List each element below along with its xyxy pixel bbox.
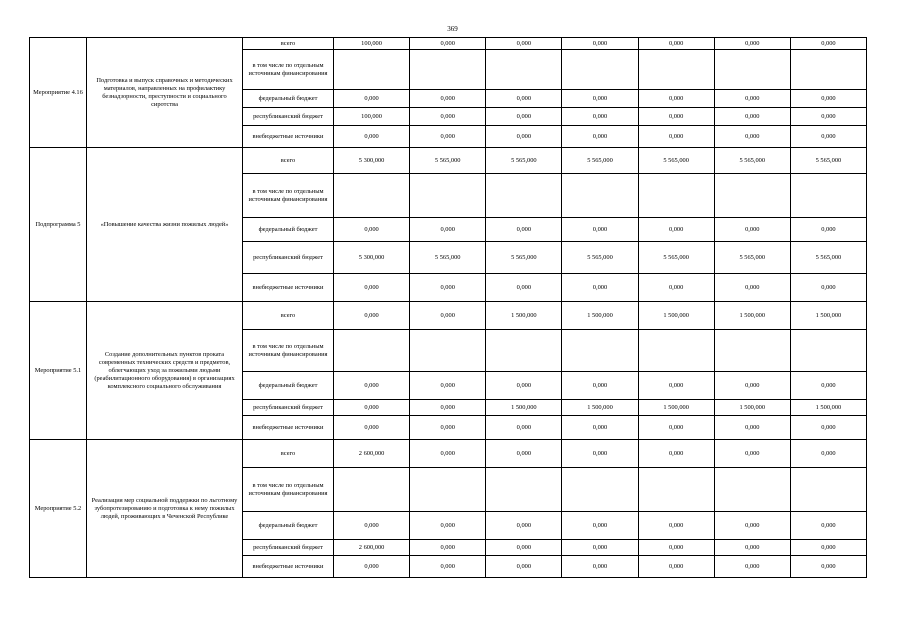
amount-cell: 5 565,000	[562, 148, 638, 174]
item-code: Мероприятие 5.2	[30, 440, 87, 578]
amount-cell: 0,000	[714, 274, 790, 302]
amount-cell: 0,000	[638, 126, 714, 148]
amount-cell: 1 500,000	[486, 302, 562, 330]
amount-cell: 0,000	[562, 512, 638, 540]
funding-source: всего	[243, 440, 334, 468]
amount-cell	[486, 50, 562, 90]
amount-cell: 0,000	[562, 126, 638, 148]
amount-cell: 0,000	[790, 38, 866, 50]
amount-cell: 0,000	[334, 372, 410, 400]
amount-cell	[790, 468, 866, 512]
amount-cell: 0,000	[486, 126, 562, 148]
amount-cell	[410, 330, 486, 372]
funding-source: федеральный бюджет	[243, 512, 334, 540]
amount-cell: 100,000	[334, 108, 410, 126]
amount-cell: 0,000	[486, 274, 562, 302]
amount-cell: 0,000	[562, 218, 638, 242]
amount-cell: 0,000	[410, 38, 486, 50]
amount-cell: 0,000	[638, 416, 714, 440]
amount-cell: 0,000	[486, 90, 562, 108]
budget-table	[29, 37, 867, 578]
amount-cell	[562, 174, 638, 218]
amount-cell: 5 300,000	[334, 242, 410, 274]
amount-cell	[410, 174, 486, 218]
funding-source: в том числе по отдельным источникам финансирования	[243, 50, 334, 90]
amount-cell	[790, 50, 866, 90]
amount-cell	[714, 50, 790, 90]
amount-cell: 100,000	[334, 38, 410, 50]
item-name: «Повышение качества жизни пожилых людей»	[87, 148, 243, 302]
amount-cell: 0,000	[638, 108, 714, 126]
amount-cell: 0,000	[790, 540, 866, 556]
amount-cell: 0,000	[790, 512, 866, 540]
amount-cell	[638, 468, 714, 512]
amount-cell: 0,000	[410, 108, 486, 126]
amount-cell: 0,000	[486, 38, 562, 50]
amount-cell: 0,000	[790, 126, 866, 148]
amount-cell: 0,000	[486, 512, 562, 540]
amount-cell	[334, 468, 410, 512]
amount-cell: 0,000	[486, 372, 562, 400]
amount-cell: 1 500,000	[638, 302, 714, 330]
item-code: Подпрограмма 5	[30, 148, 87, 302]
amount-cell: 0,000	[562, 274, 638, 302]
amount-cell	[334, 50, 410, 90]
amount-cell	[790, 174, 866, 218]
amount-cell: 0,000	[334, 416, 410, 440]
funding-source: всего	[243, 148, 334, 174]
amount-cell: 0,000	[410, 556, 486, 578]
amount-cell: 1 500,000	[714, 400, 790, 416]
amount-cell: 0,000	[562, 90, 638, 108]
amount-cell: 0,000	[410, 512, 486, 540]
amount-cell: 5 565,000	[714, 148, 790, 174]
amount-cell	[638, 174, 714, 218]
amount-cell: 0,000	[562, 372, 638, 400]
amount-cell: 0,000	[334, 90, 410, 108]
funding-source: всего	[243, 302, 334, 330]
table-row	[30, 38, 867, 50]
amount-cell: 0,000	[638, 38, 714, 50]
amount-cell	[714, 174, 790, 218]
amount-cell: 1 500,000	[790, 400, 866, 416]
amount-cell: 1 500,000	[638, 400, 714, 416]
amount-cell: 1 500,000	[714, 302, 790, 330]
amount-cell: 0,000	[410, 126, 486, 148]
amount-cell	[714, 330, 790, 372]
amount-cell: 5 300,000	[334, 148, 410, 174]
funding-source: внебюджетные источники	[243, 126, 334, 148]
amount-cell: 0,000	[410, 218, 486, 242]
amount-cell	[638, 330, 714, 372]
amount-cell: 0,000	[790, 90, 866, 108]
amount-cell	[410, 468, 486, 512]
amount-cell	[334, 174, 410, 218]
amount-cell: 0,000	[486, 108, 562, 126]
funding-source: федеральный бюджет	[243, 218, 334, 242]
amount-cell: 0,000	[486, 416, 562, 440]
amount-cell: 0,000	[410, 400, 486, 416]
amount-cell	[562, 330, 638, 372]
amount-cell: 1 500,000	[562, 400, 638, 416]
amount-cell: 0,000	[790, 274, 866, 302]
funding-source: республиканский бюджет	[243, 540, 334, 556]
amount-cell: 0,000	[410, 372, 486, 400]
item-code: Мероприятие 5.1	[30, 302, 87, 440]
amount-cell	[638, 50, 714, 90]
amount-cell	[486, 174, 562, 218]
item-name: Подготовка и выпуск справочных и методических материалов, направленных на профилактику безнадзорности, преступности и социального сиротства	[87, 38, 243, 148]
amount-cell: 0,000	[410, 416, 486, 440]
amount-cell: 0,000	[562, 108, 638, 126]
amount-cell: 0,000	[486, 540, 562, 556]
amount-cell: 0,000	[562, 540, 638, 556]
amount-cell	[334, 330, 410, 372]
amount-cell: 0,000	[714, 440, 790, 468]
table-row	[30, 440, 867, 468]
amount-cell: 0,000	[410, 302, 486, 330]
amount-cell: 0,000	[334, 274, 410, 302]
amount-cell: 0,000	[410, 274, 486, 302]
amount-cell: 0,000	[714, 218, 790, 242]
amount-cell: 0,000	[638, 540, 714, 556]
amount-cell: 0,000	[714, 126, 790, 148]
amount-cell: 1 500,000	[486, 400, 562, 416]
amount-cell: 5 565,000	[410, 242, 486, 274]
amount-cell: 0,000	[486, 556, 562, 578]
amount-cell: 5 565,000	[790, 242, 866, 274]
amount-cell: 0,000	[562, 440, 638, 468]
amount-cell: 0,000	[714, 416, 790, 440]
amount-cell	[410, 50, 486, 90]
amount-cell: 1 500,000	[562, 302, 638, 330]
amount-cell: 0,000	[638, 556, 714, 578]
budget-table-body	[30, 38, 867, 578]
funding-source: внебюджетные источники	[243, 416, 334, 440]
amount-cell: 1 500,000	[790, 302, 866, 330]
amount-cell: 0,000	[790, 108, 866, 126]
amount-cell: 0,000	[334, 302, 410, 330]
amount-cell: 0,000	[638, 274, 714, 302]
amount-cell	[714, 468, 790, 512]
table-row	[30, 302, 867, 330]
amount-cell: 5 565,000	[486, 148, 562, 174]
funding-source: республиканский бюджет	[243, 108, 334, 126]
item-code: Мероприятие 4.16	[30, 38, 87, 148]
amount-cell: 0,000	[714, 540, 790, 556]
amount-cell: 0,000	[638, 218, 714, 242]
amount-cell: 0,000	[334, 512, 410, 540]
funding-source: внебюджетные источники	[243, 274, 334, 302]
amount-cell: 0,000	[638, 440, 714, 468]
amount-cell: 5 565,000	[638, 148, 714, 174]
amount-cell: 0,000	[714, 108, 790, 126]
amount-cell	[790, 330, 866, 372]
funding-source: в том числе по отдельным источникам финансирования	[243, 468, 334, 512]
amount-cell: 0,000	[562, 38, 638, 50]
amount-cell: 0,000	[714, 556, 790, 578]
amount-cell: 5 565,000	[714, 242, 790, 274]
amount-cell: 0,000	[790, 218, 866, 242]
amount-cell: 0,000	[486, 218, 562, 242]
amount-cell: 0,000	[334, 126, 410, 148]
item-name: Реализация мер социальной поддержки по льготному зубопротезированию и подготовка к нему пожилых людей, проживающих в Чеченской Республике	[87, 440, 243, 578]
amount-cell: 0,000	[562, 416, 638, 440]
amount-cell: 0,000	[714, 38, 790, 50]
funding-source: внебюджетные источники	[243, 556, 334, 578]
amount-cell: 0,000	[562, 556, 638, 578]
funding-source: всего	[243, 38, 334, 50]
item-name: Создание дополнительных пунктов проката современных технических средств и предметов, облегчающих уход за пожилыми людьми (реабилитационного оборудования) в организациях комплексного социального обслуживания	[87, 302, 243, 440]
amount-cell: 0,000	[714, 372, 790, 400]
amount-cell: 0,000	[714, 512, 790, 540]
amount-cell: 0,000	[334, 556, 410, 578]
amount-cell: 0,000	[638, 512, 714, 540]
table-row	[30, 148, 867, 174]
amount-cell	[486, 468, 562, 512]
funding-source: в том числе по отдельным источникам финансирования	[243, 174, 334, 218]
amount-cell: 0,000	[714, 90, 790, 108]
funding-source: в том числе по отдельным источникам финансирования	[243, 330, 334, 372]
amount-cell: 2 600,000	[334, 440, 410, 468]
funding-source: федеральный бюджет	[243, 90, 334, 108]
funding-source: федеральный бюджет	[243, 372, 334, 400]
amount-cell	[562, 50, 638, 90]
amount-cell: 5 565,000	[486, 242, 562, 274]
amount-cell: 0,000	[334, 400, 410, 416]
amount-cell: 0,000	[638, 372, 714, 400]
amount-cell	[486, 330, 562, 372]
amount-cell: 0,000	[790, 416, 866, 440]
amount-cell: 0,000	[790, 556, 866, 578]
amount-cell: 0,000	[334, 218, 410, 242]
amount-cell: 0,000	[638, 90, 714, 108]
page-number: 369	[447, 25, 458, 33]
funding-source: республиканский бюджет	[243, 242, 334, 274]
funding-source: республиканский бюджет	[243, 400, 334, 416]
amount-cell: 0,000	[410, 90, 486, 108]
amount-cell: 0,000	[410, 540, 486, 556]
amount-cell: 0,000	[790, 440, 866, 468]
amount-cell: 5 565,000	[410, 148, 486, 174]
amount-cell: 5 565,000	[562, 242, 638, 274]
amount-cell: 2 600,000	[334, 540, 410, 556]
amount-cell: 0,000	[486, 440, 562, 468]
amount-cell: 5 565,000	[638, 242, 714, 274]
amount-cell: 0,000	[790, 372, 866, 400]
amount-cell: 5 565,000	[790, 148, 866, 174]
amount-cell: 0,000	[410, 440, 486, 468]
amount-cell	[562, 468, 638, 512]
